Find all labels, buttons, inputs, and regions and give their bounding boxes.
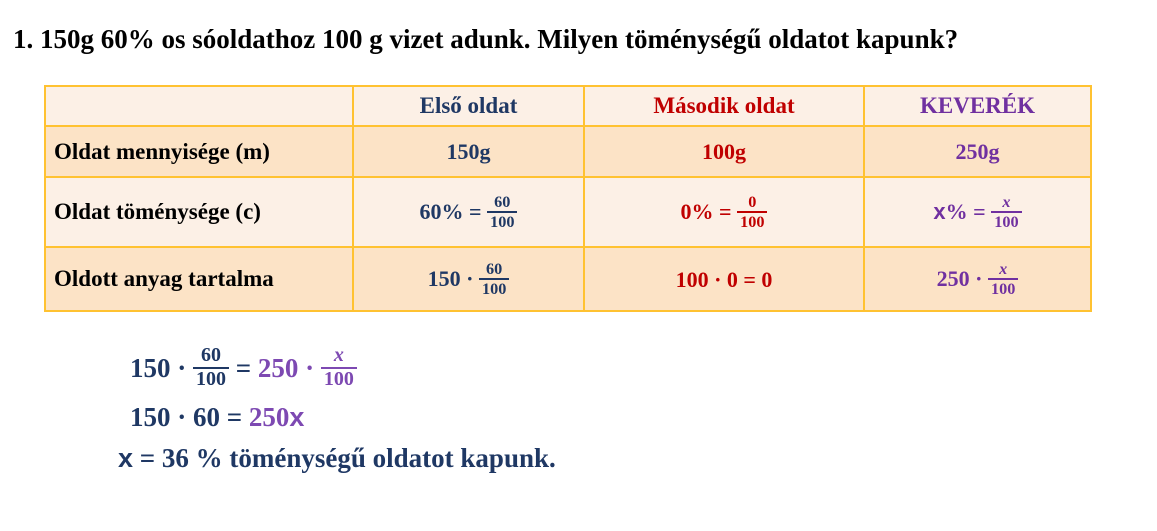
- column-header-3: KEVERÉK: [864, 86, 1091, 126]
- row-label: Oldat töménysége (c): [45, 177, 353, 247]
- fraction-numerator: x: [1002, 192, 1011, 212]
- math-text: 150g: [446, 139, 491, 165]
- fraction-denominator: 100: [479, 278, 509, 298]
- math-text: 250 ·: [936, 266, 988, 291]
- math-text: 250g: [955, 139, 1000, 165]
- math-text: x: [289, 401, 305, 432]
- fraction-denominator: 100: [193, 367, 229, 391]
- table-cell: [353, 177, 584, 247]
- math-text: % =: [945, 199, 992, 224]
- fraction-numerator: x: [333, 344, 344, 367]
- fraction-denominator: 100: [991, 211, 1021, 231]
- table-body: [45, 126, 1091, 311]
- math-text: = 36 % töménységű oldatot kapunk.: [133, 442, 556, 473]
- math-text: 0% =: [680, 199, 738, 224]
- solution-line-1: [118, 338, 556, 398]
- math-text: 100g: [702, 139, 746, 165]
- column-header-2: Második oldat: [584, 86, 864, 126]
- math-text: x: [118, 442, 134, 473]
- math-text: =: [228, 352, 258, 383]
- fraction-denominator: 100: [988, 278, 1018, 298]
- column-header-empty: [45, 86, 353, 126]
- cell-expression: [447, 139, 491, 165]
- fraction-numerator: 60: [486, 259, 503, 279]
- table-cell: [584, 126, 864, 177]
- table-cell: [864, 177, 1091, 247]
- cell-expression: [681, 193, 768, 230]
- table-cell: [353, 247, 584, 311]
- math-text: 100 · 0 = 0: [675, 266, 773, 292]
- cell-expression: [420, 193, 518, 230]
- cell-expression: [676, 267, 773, 293]
- fraction-denominator: 100: [321, 367, 357, 391]
- math-text: 250: [248, 401, 290, 432]
- solution-line-2: [118, 398, 556, 436]
- table-row: [45, 247, 1091, 311]
- solution-table: [44, 85, 1092, 312]
- fraction: [487, 193, 517, 230]
- table-row: [45, 177, 1091, 247]
- cell-expression: [702, 139, 746, 165]
- fraction-denominator: 100: [487, 211, 517, 231]
- table-cell: [864, 126, 1091, 177]
- solution-steps: [118, 338, 556, 480]
- cell-expression: [937, 260, 1019, 297]
- fraction: [991, 193, 1021, 230]
- table-cell: [353, 126, 584, 177]
- fraction-numerator: 0: [748, 192, 757, 212]
- fraction-numerator: 60: [494, 192, 511, 212]
- math-text: 150 ·: [427, 266, 479, 291]
- fraction: [988, 260, 1018, 297]
- fraction: [737, 193, 767, 230]
- row-label: Oldat mennyisége (m): [45, 126, 353, 177]
- fraction-numerator: 60: [201, 344, 221, 367]
- cell-expression: [933, 193, 1021, 230]
- row-label: Oldott anyag tartalma: [45, 247, 353, 311]
- fraction-numerator: x: [999, 259, 1008, 279]
- fraction-denominator: 100: [737, 211, 767, 231]
- fraction: [193, 345, 229, 390]
- table-header: [45, 86, 1091, 126]
- math-text: 150 · 60 =: [130, 401, 249, 432]
- page-title: 1. 150g 60% os sóoldathoz 100 g vizet adunk. Milyen töménységű oldatot kapunk?: [13, 24, 959, 54]
- header-row: [45, 86, 1091, 126]
- column-header-1: Első oldat: [353, 86, 584, 126]
- cell-expression: [428, 260, 510, 297]
- table-cell: [584, 177, 864, 247]
- solution-line-3: [118, 436, 556, 480]
- table-cell: [864, 247, 1091, 311]
- math-text: 60% =: [419, 199, 488, 224]
- table-cell: [584, 247, 864, 311]
- table-row: [45, 126, 1091, 177]
- fraction: [479, 260, 509, 297]
- cell-expression: [956, 139, 1000, 165]
- fraction: [321, 345, 357, 390]
- math-text: 250 ·: [257, 352, 321, 383]
- math-text: x: [933, 199, 946, 224]
- math-text: 150 ·: [130, 352, 194, 383]
